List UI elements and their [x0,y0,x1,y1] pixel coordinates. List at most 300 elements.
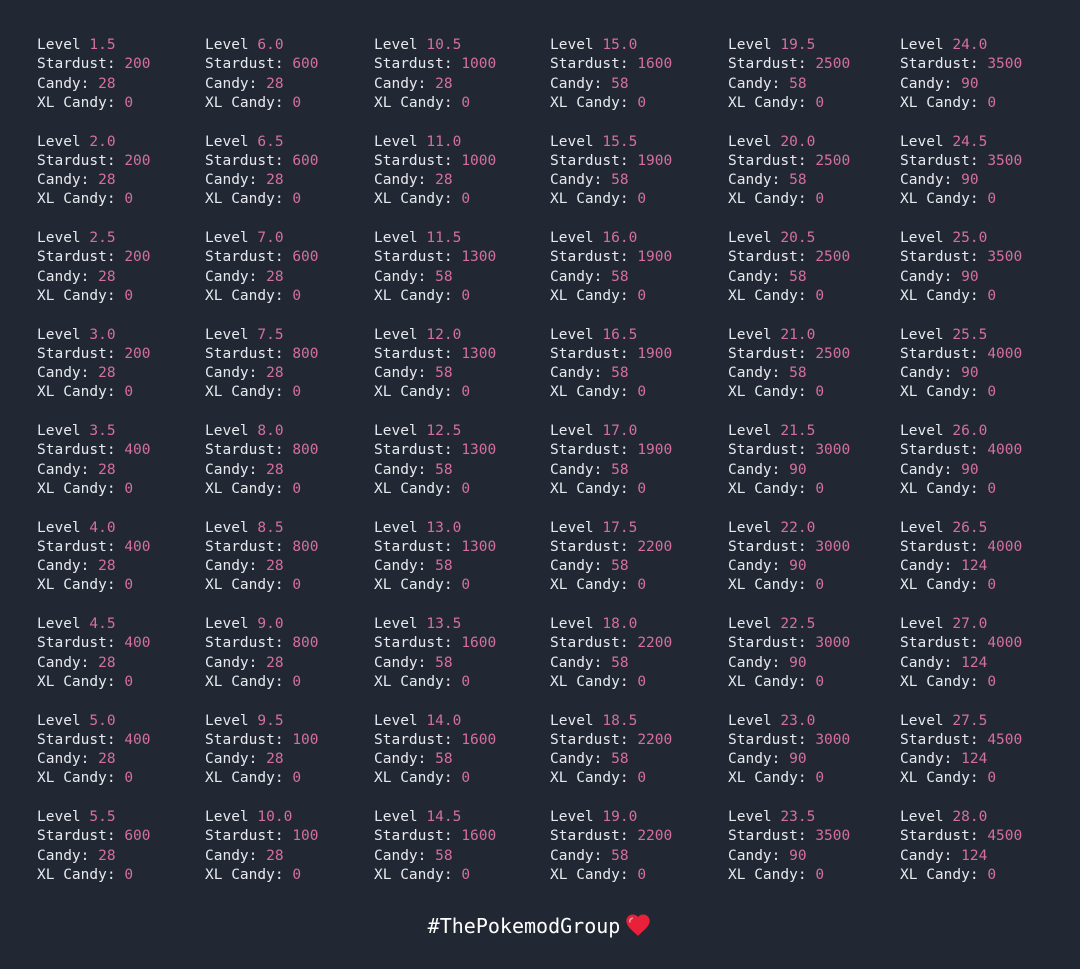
level-value: 26.0 [952,423,988,439]
stardust-value: 4000 [987,538,1023,555]
stardust-line [374,152,496,171]
level-value: 22.0 [780,519,816,536]
xl-candy-value: 0 [461,384,471,401]
candy-line [374,171,496,190]
stardust-line [728,152,850,171]
stardust-line [205,538,319,557]
candy-label: Candy: [37,365,90,382]
candy-label: Candy: [900,847,953,864]
xl-candy-value: 0 [292,673,302,690]
candy-value: 58 [611,268,629,285]
candy-value: 28 [98,847,116,864]
stardust-label: Stardust: [900,442,979,459]
level-entry [374,519,496,616]
candy-value: 28 [98,558,116,575]
level-value: 19.5 [780,37,816,53]
candy-line [550,364,672,383]
level-label: Level [550,519,594,536]
stardust-value: 800 [292,635,319,652]
level-line [37,133,151,152]
stardust-label: Stardust: [728,345,807,362]
level-value: 2.0 [89,133,116,150]
candy-label: Candy: [550,847,603,864]
candy-label: Candy: [374,172,427,189]
stardust-value: 1300 [461,538,497,555]
stardust-line [728,441,850,460]
candy-line [374,364,496,383]
level-value: 18.5 [602,712,638,729]
candy-label: Candy: [374,365,427,382]
stardust-line [550,827,672,846]
candy-line [728,364,850,383]
level-label: Level [37,326,81,343]
stardust-line [37,152,151,171]
candy-label: Candy: [37,75,90,92]
xl-candy-line [900,480,1022,499]
xl-candy-label: XL Candy: [205,577,284,594]
level-line [728,808,850,827]
level-line [374,133,496,152]
level-label: Level [900,423,944,439]
xl-candy-line [728,383,850,402]
candy-value: 58 [611,558,629,575]
stardust-value: 400 [124,635,151,652]
stardust-value: 4000 [987,635,1023,652]
candy-value: 28 [266,751,284,768]
level-label: Level [728,37,772,53]
stardust-label: Stardust: [728,731,807,748]
stardust-value: 800 [292,345,319,362]
candy-label: Candy: [550,75,603,92]
xl-candy-value: 0 [461,480,471,497]
xl-candy-line [374,673,496,692]
candy-value: 90 [789,654,807,671]
candy-line [900,654,1022,673]
xl-candy-label: XL Candy: [900,577,979,594]
level-entry [728,615,850,712]
level-value: 2.5 [89,230,116,246]
stardust-line [374,731,496,750]
candy-value: 90 [789,558,807,575]
level-line [205,133,319,152]
candy-label: Candy: [37,268,90,285]
level-value: 15.0 [602,37,638,53]
xl-candy-label: XL Candy: [205,384,284,401]
xl-candy-label: XL Candy: [205,287,284,304]
level-entry [205,326,319,423]
xl-candy-value: 0 [637,673,647,690]
candy-label: Candy: [728,751,781,768]
level-value: 22.5 [780,616,816,632]
xl-candy-label: XL Candy: [550,191,629,208]
xl-candy-label: XL Candy: [900,384,979,401]
candy-line [205,171,319,190]
level-label: Level [728,809,772,825]
level-entry [900,133,1022,230]
level-value: 27.0 [952,616,988,632]
xl-candy-value: 0 [637,94,647,111]
level-label: Level [550,712,594,729]
xl-candy-line [728,576,850,595]
xl-candy-value: 0 [987,673,997,690]
xl-candy-value: 0 [124,94,134,111]
candy-line [37,557,151,576]
candy-value: 58 [611,847,629,864]
stardust-label: Stardust: [37,731,116,748]
level-value: 16.0 [602,230,638,246]
candy-value: 28 [98,654,116,671]
level-label: Level [37,133,81,150]
level-value: 17.5 [602,519,638,536]
xl-candy-label: XL Candy: [205,673,284,690]
stardust-label: Stardust: [37,442,116,459]
candy-label: Candy: [205,461,258,478]
level-line [728,712,850,731]
candy-value: 28 [98,461,116,478]
xl-candy-value: 0 [124,480,134,497]
level-entry [728,712,850,809]
candy-value: 124 [961,847,988,864]
candy-label: Candy: [728,365,781,382]
level-value: 9.0 [257,616,284,632]
level-label: Level [728,616,772,632]
stardust-label: Stardust: [550,828,629,845]
candy-label: Candy: [205,75,258,92]
candy-value: 58 [435,654,453,671]
candy-label: Candy: [900,751,953,768]
stardust-value: 200 [124,249,151,266]
stardust-line [550,345,672,364]
xl-candy-value: 0 [987,480,997,497]
level-line [374,808,496,827]
xl-candy-value: 0 [124,577,134,594]
level-entry [37,712,151,809]
xl-candy-line [37,480,151,499]
xl-candy-value: 0 [124,287,134,304]
level-entry [728,326,850,423]
level-line [205,229,319,248]
level-label: Level [900,37,944,53]
candy-value: 90 [961,461,979,478]
candy-line [550,268,672,287]
candy-value: 58 [435,847,453,864]
stardust-line [900,634,1022,653]
stardust-line [900,152,1022,171]
stardust-line [728,538,850,557]
stardust-label: Stardust: [550,731,629,748]
level-value: 6.0 [257,37,284,53]
level-value: 24.5 [952,133,988,150]
level-label: Level [205,326,249,343]
xl-candy-label: XL Candy: [374,866,453,883]
stardust-value: 4000 [987,345,1023,362]
xl-candy-label: XL Candy: [37,384,116,401]
level-label: Level [374,712,418,729]
xl-candy-label: XL Candy: [728,287,807,304]
stardust-value: 1600 [461,828,497,845]
level-entry [37,229,151,326]
stardust-value: 100 [292,731,319,748]
stardust-value: 3500 [987,152,1023,169]
xl-candy-label: XL Candy: [900,480,979,497]
candy-label: Candy: [728,558,781,575]
level-column [550,36,672,905]
level-value: 20.5 [780,230,816,246]
candy-line [37,268,151,287]
candy-line [374,750,496,769]
level-value: 11.5 [426,230,462,246]
level-value: 4.5 [89,616,116,632]
xl-candy-value: 0 [637,866,647,883]
candy-value: 58 [611,365,629,382]
level-value: 6.5 [257,133,284,150]
level-line [37,712,151,731]
level-label: Level [374,230,418,246]
stardust-label: Stardust: [374,345,453,362]
level-line [205,615,319,634]
xl-candy-line [374,480,496,499]
xl-candy-label: XL Candy: [900,866,979,883]
candy-value: 28 [266,75,284,92]
stardust-value: 3000 [815,731,851,748]
level-value: 7.0 [257,230,284,246]
level-line [550,519,672,538]
xl-candy-label: XL Candy: [205,94,284,111]
stardust-label: Stardust: [900,56,979,73]
stardust-value: 200 [124,345,151,362]
xl-candy-value: 0 [292,866,302,883]
level-label: Level [205,712,249,729]
stardust-value: 1300 [461,345,497,362]
stardust-value: 1900 [637,442,673,459]
level-value: 4.0 [89,519,116,536]
level-entry [37,133,151,230]
level-label: Level [374,423,418,439]
candy-label: Candy: [728,75,781,92]
level-line [900,519,1022,538]
level-label: Level [550,37,594,53]
level-value: 12.0 [426,326,462,343]
level-label: Level [550,133,594,150]
stardust-value: 100 [292,828,319,845]
candy-line [550,847,672,866]
level-value: 27.5 [952,712,988,729]
stardust-line [205,827,319,846]
candy-value: 58 [789,365,807,382]
level-value: 8.5 [257,519,284,536]
stardust-line [900,345,1022,364]
level-label: Level [374,326,418,343]
stardust-line [37,634,151,653]
candy-line [550,750,672,769]
level-line [37,229,151,248]
xl-candy-line [550,383,672,402]
xl-candy-value: 0 [292,480,302,497]
xl-candy-label: XL Candy: [374,384,453,401]
level-entry [205,133,319,230]
candy-line [205,847,319,866]
level-label: Level [900,230,944,246]
candy-line [900,847,1022,866]
xl-candy-value: 0 [815,191,825,208]
xl-candy-line [374,769,496,788]
stardust-label: Stardust: [728,635,807,652]
level-entry [900,422,1022,519]
stardust-label: Stardust: [37,828,116,845]
level-line [550,712,672,731]
stardust-label: Stardust: [550,442,629,459]
level-entry [900,808,1022,905]
xl-candy-label: XL Candy: [900,673,979,690]
xl-candy-line [550,480,672,499]
stardust-line [374,248,496,267]
candy-label: Candy: [900,461,953,478]
level-label: Level [37,712,81,729]
xl-candy-value: 0 [637,191,647,208]
level-value: 23.0 [780,712,816,729]
candy-value: 28 [266,268,284,285]
level-label: Level [728,133,772,150]
xl-candy-line [37,94,151,113]
xl-candy-value: 0 [815,384,825,401]
candy-label: Candy: [37,654,90,671]
level-value: 28.0 [952,809,988,825]
level-line [37,36,151,55]
level-entry [728,229,850,326]
candy-label: Candy: [205,268,258,285]
stardust-line [205,345,319,364]
stardust-label: Stardust: [374,249,453,266]
candy-value: 28 [266,654,284,671]
level-line [900,36,1022,55]
level-label: Level [37,809,81,825]
stardust-line [37,345,151,364]
level-column [205,36,319,905]
level-value: 9.5 [257,712,284,729]
level-line [728,615,850,634]
xl-candy-line [374,287,496,306]
level-line [37,422,151,441]
candy-value: 28 [266,558,284,575]
candy-value: 58 [435,461,453,478]
candy-value: 28 [435,172,453,189]
candy-line [728,461,850,480]
level-line [37,519,151,538]
stardust-line [900,827,1022,846]
stardust-label: Stardust: [728,538,807,555]
stardust-line [550,441,672,460]
candy-line [37,461,151,480]
candy-line [37,171,151,190]
stardust-label: Stardust: [550,538,629,555]
xl-candy-label: XL Candy: [550,94,629,111]
xl-candy-line [900,383,1022,402]
level-line [550,36,672,55]
level-value: 19.0 [602,809,638,825]
level-value: 20.0 [780,133,816,150]
candy-value: 28 [98,751,116,768]
candy-value: 58 [611,461,629,478]
level-value: 13.5 [426,616,462,632]
xl-candy-value: 0 [124,191,134,208]
level-label: Level [900,809,944,825]
stardust-label: Stardust: [37,56,116,73]
candy-value: 90 [789,847,807,864]
xl-candy-line [205,866,319,885]
heart-icon [624,911,652,939]
level-entry [205,808,319,905]
level-line [205,519,319,538]
stardust-line [37,248,151,267]
level-entry [728,808,850,905]
candy-label: Candy: [205,847,258,864]
xl-candy-label: XL Candy: [728,94,807,111]
stardust-label: Stardust: [900,152,979,169]
xl-candy-label: XL Candy: [728,673,807,690]
xl-candy-line [728,480,850,499]
xl-candy-value: 0 [124,770,134,787]
stardust-line [205,731,319,750]
candy-line [205,750,319,769]
stardust-line [374,441,496,460]
xl-candy-line [37,769,151,788]
level-entry [550,422,672,519]
stardust-value: 600 [292,152,319,169]
level-line [374,36,496,55]
candy-value: 58 [435,751,453,768]
candy-value: 90 [961,268,979,285]
xl-candy-line [205,576,319,595]
candy-label: Candy: [374,268,427,285]
level-label: Level [550,809,594,825]
candy-line [37,847,151,866]
level-line [900,422,1022,441]
level-value: 25.0 [952,230,988,246]
xl-candy-line [900,673,1022,692]
level-line [374,229,496,248]
stardust-label: Stardust: [728,152,807,169]
candy-line [374,557,496,576]
candy-value: 124 [961,751,988,768]
level-label: Level [728,423,772,439]
xl-candy-value: 0 [987,866,997,883]
xl-candy-line [728,94,850,113]
candy-label: Candy: [205,654,258,671]
level-column [37,36,151,905]
level-line [205,808,319,827]
level-column [374,36,496,905]
candy-value: 90 [961,75,979,92]
candy-label: Candy: [728,268,781,285]
level-line [37,326,151,345]
stardust-line [374,345,496,364]
candy-label: Candy: [728,172,781,189]
candy-line [900,75,1022,94]
level-entry [37,519,151,616]
xl-candy-label: XL Candy: [550,770,629,787]
stardust-value: 2200 [637,828,673,845]
level-entry [205,712,319,809]
level-value: 12.5 [426,423,462,439]
level-entry [205,229,319,326]
xl-candy-line [37,866,151,885]
stardust-line [205,634,319,653]
level-column [900,36,1022,905]
stardust-line [728,827,850,846]
level-label: Level [205,37,249,53]
stardust-label: Stardust: [728,828,807,845]
level-line [900,712,1022,731]
